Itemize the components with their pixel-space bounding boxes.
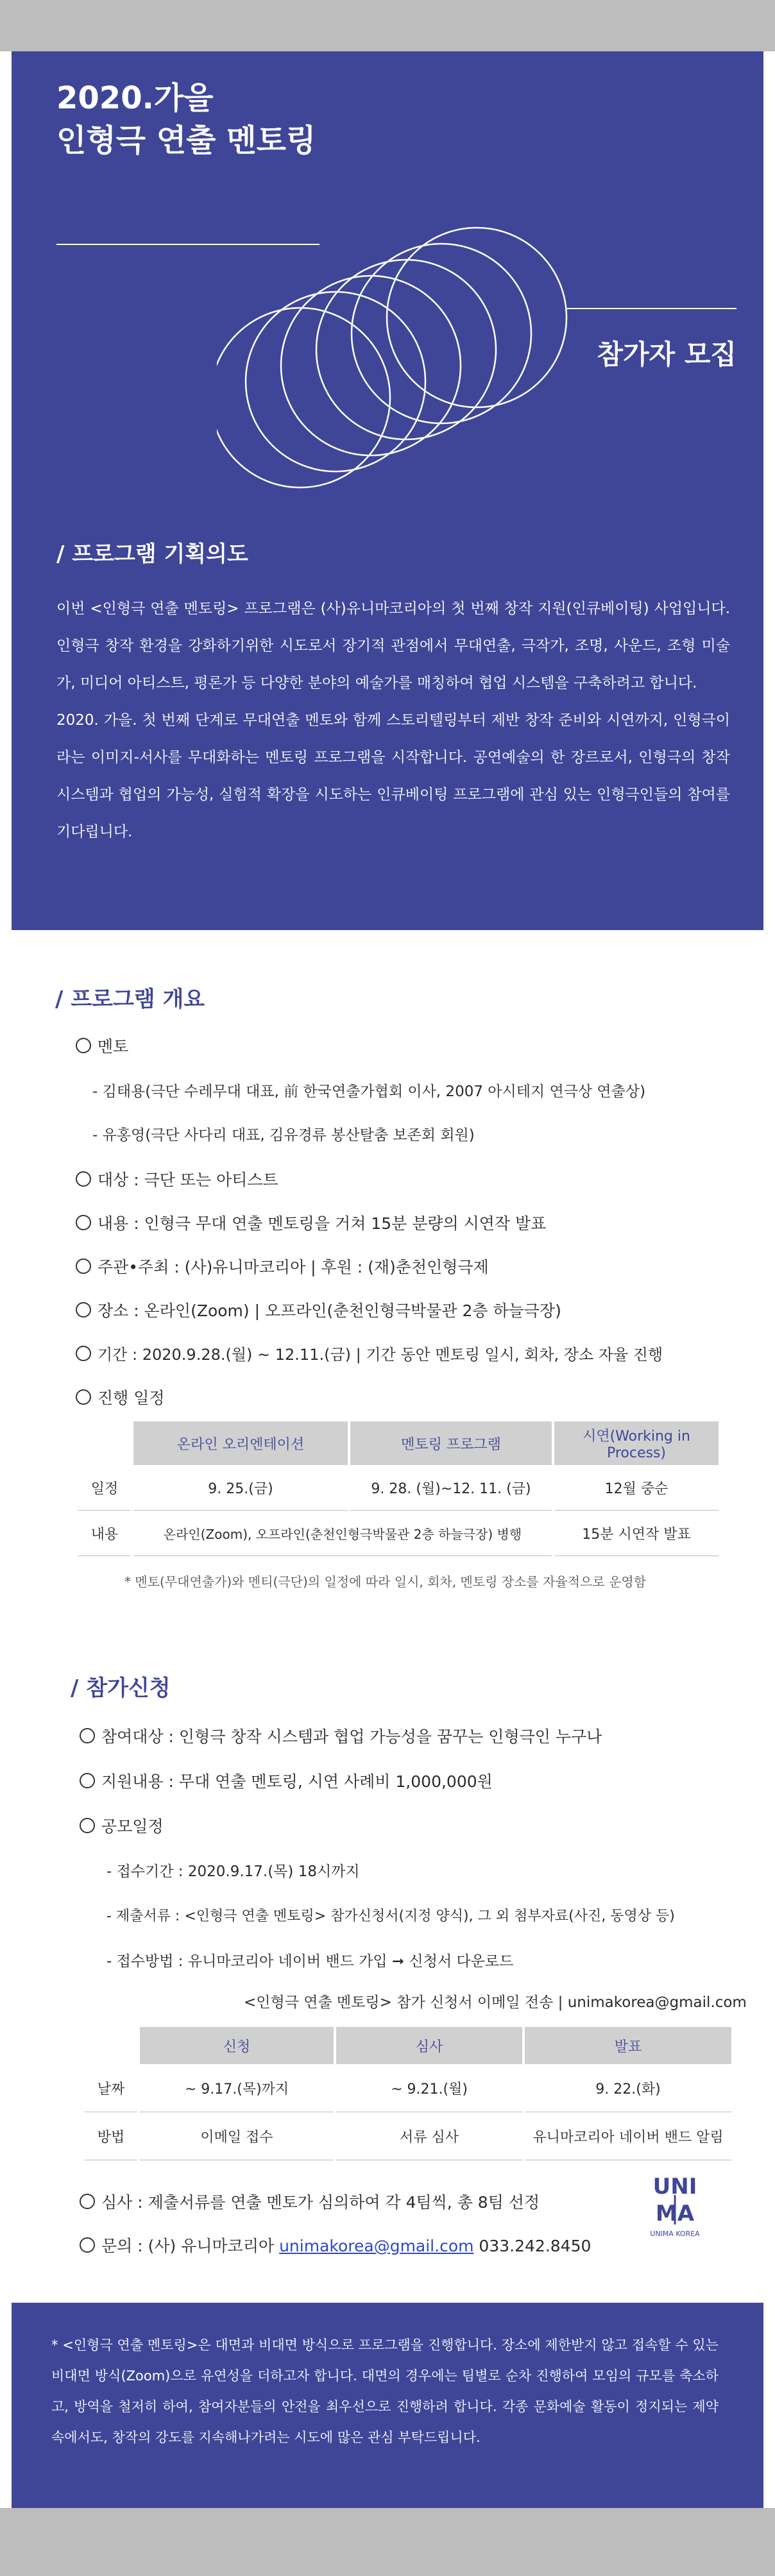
apply-schedule-row bbox=[80, 1815, 164, 1838]
apply-schedule-label: 공모일정 bbox=[101, 1817, 164, 1836]
review-text: 심사 : 제출서류를 연출 멘토가 심의하여 각 4팀씩, 총 8팀 선정 bbox=[101, 2193, 540, 2212]
hero-program-title: 인형극 연출 멘토링 bbox=[56, 123, 316, 158]
table-cell: 유니마코리아 네이버 밴드 알림 bbox=[524, 2112, 731, 2160]
table-header: 멘토링 프로그램 bbox=[349, 1421, 553, 1465]
table-cell: ~ 9.17.(목)까지 bbox=[139, 2064, 335, 2112]
place-row bbox=[76, 1300, 561, 1323]
intro-body bbox=[56, 590, 730, 851]
circle-bullet-icon bbox=[80, 2194, 95, 2209]
circle-bullet-icon bbox=[80, 2237, 95, 2253]
bottom-border bbox=[0, 2508, 775, 2576]
host-text: 주관•주최 : (사)유니마코리아 | 후원 : (재)춘천인형극제 bbox=[98, 1258, 489, 1276]
row-label: 방법 bbox=[85, 2112, 139, 2160]
apply-documents: - 제출서류 : <인형극 연출 멘토링> 참가신청서(지정 양식), 그 외 첨부자료(사진, 동영상 등) bbox=[106, 1908, 675, 1924]
circle-bullet-icon bbox=[76, 1215, 91, 1230]
circle-bullet-icon bbox=[76, 1389, 91, 1405]
intro-paragraph: 이번 <인형극 연출 멘토링> 프로그램은 (사)유니마코리아의 첫 번째 창작 지원(인큐베이팅) 사업입니다. 인형극 창작 환경을 강화하기위한 시도로서 장기적 관점에서 무대연출, 극작가, 조명, 사운드, 조형 미술가, 미디어 아티스트, 평론가 등 다양한 분야의 예술가를 매칭하여 협업 시스템을 구축하려고 합니다. bbox=[56, 600, 730, 691]
apply-method-email: <인형극 연출 멘토링> 참가 신청서 이메일 전송 | unimakorea@gmail.com bbox=[244, 1994, 747, 2011]
circle-bullet-icon bbox=[76, 1302, 91, 1318]
place-text: 장소 : 온라인(Zoom) | 오프라인(춘천인형극박물관 2층 하늘극장) bbox=[98, 1301, 561, 1320]
table-header: 발표 bbox=[524, 2027, 731, 2064]
content-text: 내용 : 인형극 무대 연출 멘토링을 거쳐 15분 분량의 시연작 발표 bbox=[98, 1214, 547, 1233]
unima-logo bbox=[640, 2169, 710, 2238]
circle-bullet-icon bbox=[76, 1171, 91, 1187]
table-corner bbox=[78, 1421, 132, 1465]
table-row bbox=[85, 2112, 731, 2160]
apply-period: - 접수기간 : 2020.9.17.(목) 18시까지 bbox=[106, 1863, 360, 1880]
period-row bbox=[76, 1343, 663, 1366]
row-label: 일정 bbox=[78, 1465, 132, 1511]
application-table bbox=[85, 2027, 731, 2160]
mentor-item: - 김태용(극단 수레무대 대표, 前 한국연출가협회 이사, 2007 아시테지 연극상 연출상) bbox=[92, 1083, 646, 1100]
table-row bbox=[85, 2064, 731, 2112]
table-cell: 서류 심사 bbox=[335, 2112, 524, 2160]
contact-prefix: 문의 : (사) 유니마코리아 bbox=[101, 2237, 280, 2255]
hero-year: 2020.가을 bbox=[56, 80, 214, 116]
table-row bbox=[78, 1511, 719, 1556]
period-text: 기간 : 2020.9.28.(월) ~ 12.11.(금) | 기간 동안 멘토링 일시, 회차, 장소 자율 진행 bbox=[98, 1346, 663, 1364]
contact-row bbox=[80, 2235, 591, 2258]
table-corner bbox=[85, 2027, 139, 2064]
intro-heading: / 프로그램 기획의도 bbox=[56, 541, 248, 567]
circle-bullet-icon bbox=[76, 1038, 91, 1053]
schedule-label: 진행 일정 bbox=[98, 1389, 165, 1407]
mentor-label: 멘토 bbox=[98, 1037, 129, 1056]
apply-method: - 접수방법 : 유니마코리아 네이버 밴드 가입 ➞ 신청서 다운로드 bbox=[106, 1953, 514, 1970]
table-cell: 12월 중순 bbox=[553, 1465, 719, 1511]
table-cell: 15분 시연작 발표 bbox=[553, 1511, 719, 1556]
circle-bullet-icon bbox=[80, 1773, 95, 1788]
notice-text bbox=[51, 2330, 719, 2453]
target-row bbox=[76, 1169, 278, 1192]
recruit-rule bbox=[567, 308, 737, 309]
hero-intro-band bbox=[12, 51, 763, 930]
circle-bullet-icon bbox=[80, 1728, 95, 1743]
mentor-label-row bbox=[76, 1035, 128, 1058]
schedule-row bbox=[76, 1387, 165, 1410]
logo-caption: UNIMA KOREA bbox=[650, 2230, 700, 2238]
program-schedule-table bbox=[78, 1421, 719, 1556]
row-label: 내용 bbox=[78, 1511, 132, 1556]
top-border bbox=[0, 0, 775, 51]
table-cell: 온라인(Zoom), 오프라인(춘천인형극박물관 2층 하늘극장) 병행 bbox=[132, 1511, 553, 1556]
table-header-row bbox=[78, 1421, 719, 1465]
target-text: 대상 : 극단 또는 아티스트 bbox=[98, 1171, 278, 1189]
intro-paragraph: 2020. 가을. 첫 번째 단계로 무대연출 멘토와 함께 스토리텔링부터 제반 창작 준비와 시연까지, 인형극이라는 이미지-서사를 무대화하는 멘토링 프로그램을 시작합니다. 공연예술의 한 장르로서, 인형극의 창작 시스템과 협업의 가능성, 실험적 확장을 시도하는 인큐베이팅 프로그램에 관심 있는 인형극인들의 참여를 기다립니다. bbox=[56, 712, 730, 840]
table-header-row bbox=[85, 2027, 731, 2064]
support-row bbox=[80, 1770, 493, 1793]
mentor-item: - 유홍영(극단 사다리 대표, 김유경류 봉산탈춤 보존회 회원) bbox=[92, 1127, 475, 1144]
table-cell: 9. 22.(화) bbox=[524, 2064, 731, 2112]
table-cell: ~ 9.21.(월) bbox=[335, 2064, 524, 2112]
table-header: 시연(Working in Process) bbox=[553, 1421, 719, 1465]
circle-bullet-icon bbox=[76, 1346, 91, 1361]
table-header: 온라인 오리엔테이션 bbox=[132, 1421, 349, 1465]
table-cell: 9. 25.(금) bbox=[132, 1465, 349, 1511]
hero-title bbox=[56, 77, 316, 162]
host-row bbox=[76, 1256, 489, 1279]
eligibility-row bbox=[80, 1725, 602, 1749]
logo-letters-bottom: MA bbox=[655, 2201, 695, 2226]
notice-paragraph: * <인형극 연출 멘토링>은 대면과 비대면 방식으로 프로그램을 진행합니다. 장소에 제한받지 않고 접속할 수 있는 비대면 방식(Zoom)으로 유연성을 더하고자 합니다. 대면의 경우에는 팀별로 순차 진행하여 모임의 규모를 축소하고, 방역을 철저히 하여, 참여자분들의 안전을 최우선으로 진행하려 합니다. 각종 문화예술 활동이 정지되는 제약 속에서도, 창작의 강도를 지속해나가려는 시도에 많은 관심 부탁드립니다. bbox=[51, 2337, 719, 2445]
apply-heading: / 참가신청 bbox=[71, 1675, 171, 1701]
support-text: 지원내용 : 무대 연출 멘토링, 시연 사례비 1,000,000원 bbox=[101, 1772, 493, 1791]
table-cell: 9. 28. (월)~12. 11. (금) bbox=[349, 1465, 553, 1511]
contact-email-link[interactable]: unimakorea@gmail.com bbox=[279, 2237, 474, 2255]
eligibility-text: 참여대상 : 인형극 창작 시스템과 협업 가능성을 꿈꾸는 인형극인 누구나 bbox=[101, 1727, 602, 1746]
table-header: 심사 bbox=[335, 2027, 524, 2064]
table-header: 신청 bbox=[139, 2027, 335, 2064]
review-row bbox=[80, 2191, 540, 2214]
content-row bbox=[76, 1212, 546, 1235]
unima-logo-mark bbox=[640, 2169, 710, 2227]
circles-graphic bbox=[217, 225, 576, 494]
schedule-note: * 멘토(무대연출가)와 멘티(극단)의 일정에 따라 일시, 회차, 멘토링 장소를 자율적으로 운영함 bbox=[124, 1574, 647, 1589]
table-cell: 이메일 접수 bbox=[139, 2112, 335, 2160]
recruit-heading: 참가자 모집 bbox=[597, 339, 737, 370]
overview-heading: / 프로그램 개요 bbox=[55, 987, 205, 1012]
row-label: 날짜 bbox=[85, 2064, 139, 2112]
circle-bullet-icon bbox=[76, 1258, 91, 1274]
contact-phone: 033.242.8450 bbox=[473, 2237, 592, 2255]
circle-bullet-icon bbox=[80, 1818, 95, 1833]
table-row bbox=[78, 1465, 719, 1511]
logo-letters-top: UNI bbox=[652, 2174, 697, 2199]
